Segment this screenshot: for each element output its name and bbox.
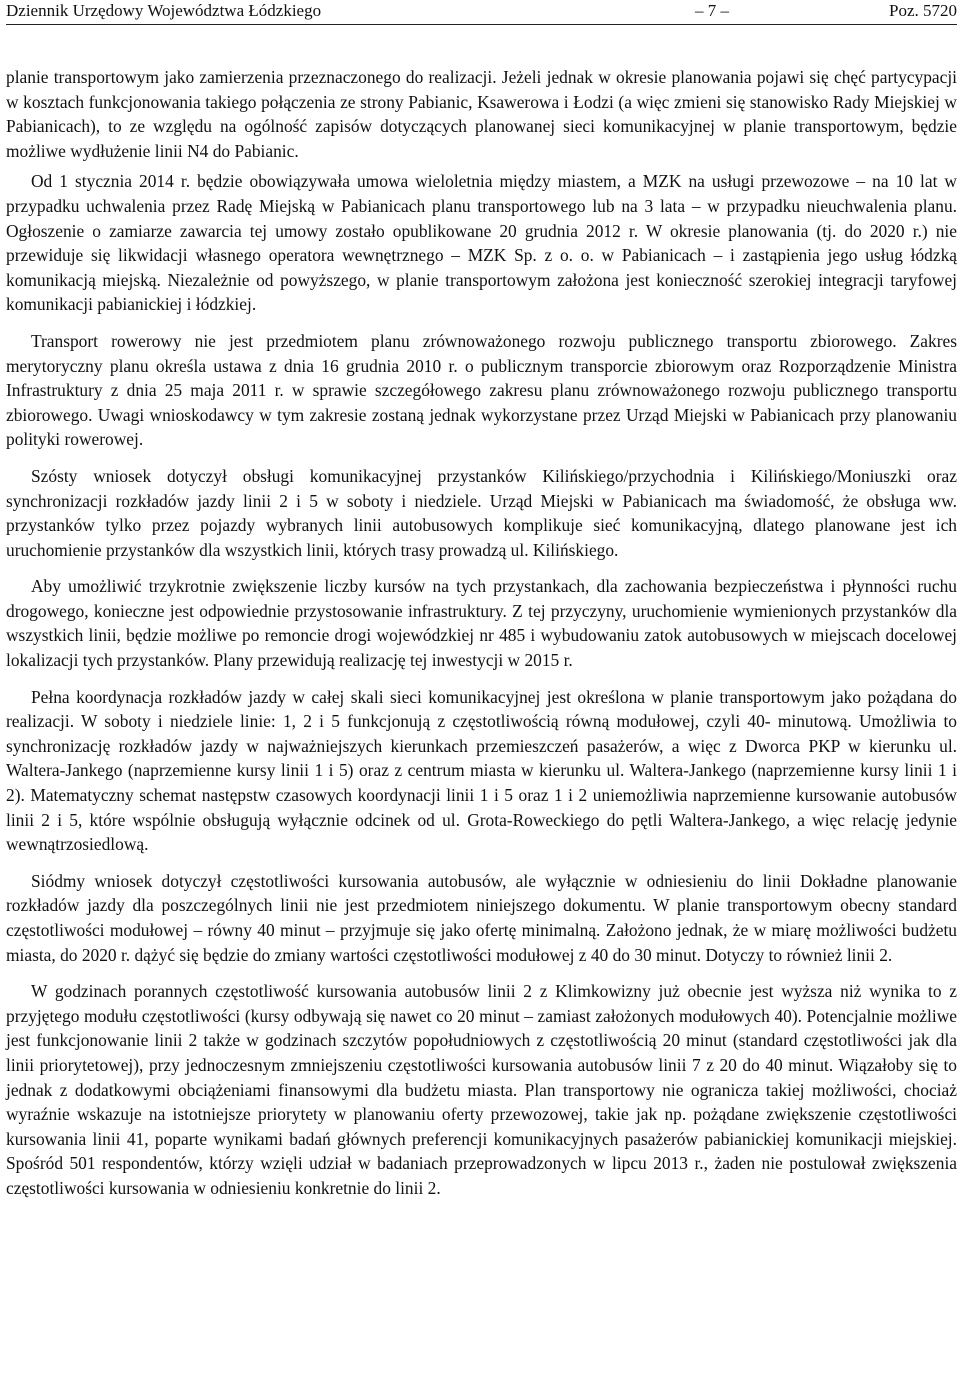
paragraph-coordination: Pełna koordynacja rozkładów jazdy w całej skali sieci komunikacyjnej jest określona w planie transportowym jako pożądana do realizacji. W soboty i niedziele linie: 1, 2 i 5 funkcjonują z częstotliwością równą modułowej, czyli 40- minutową. Umożliwia to synchronizację rozkładów jazdy w najważniejszych kierunkach przemieszczeń pasażerów, a więc z Dworca PKP w kierunku ul. Waltera-Jankego (naprzemienne kursy linii 1 i 5) oraz z centrum miasta w kierunku ul. Waltera-Jankego (naprzemienne kursy linii 1 i 2). Matematyczny schemat następstw czasowych koordynacji linii 1 i 5 oraz 1 i 2 uniemożliwia naprzemienne kursowanie autobusów linii 2 i 5, które wspólnie obsługują wyłącznie odcinek od ul. Grota-Roweckiego do pętli Waltera-Jankego, a więc relację jedynie wewnątrzosiedlową. <box>6 686 957 855</box>
paragraph-infrastructure: Aby umożliwić trzykrotnie zwiększenie liczby kursów na tych przystankach, dla zachowania bezpieczeństwa i płynności ruchu drogowego, konieczne jest odpowiednie przystosowanie infrastruktury. Z tej przyczyny, uruchomienie wymienionych przystanków dla wszystkich linii, będzie możliwe po remoncie drogi wojewódzkiej nr 485 i wybudowaniu zatok autobusowych w miejscach docelowej lokalizacji tych przystanków. Plany przewidują realizację tej inwestycji w 2015 r. <box>6 576 957 671</box>
paragraph-bicycle-transport: Transport rowerowy nie jest przedmiotem planu zrównoważonego rozwoju publicznego transportu zbiorowego. Zakres merytoryczny planu określa ustawa z dnia 16 grudnia 2010 r. o publicznym transporcie zbiorowym oraz Rozporządzenie Ministra Infrastruktury z dnia 25 maja 2011 r. w sprawie szczegółowego zakresu planu zrównoważonego rozwoju publicznego transportu zbiorowego. Uwagi wnioskodawcy w tym zakresie zostaną jednak wykorzystane przez Urząd Miejski w Pabianicach przy planowaniu polityki rowerowej. <box>6 330 957 450</box>
page-number: – 7 – <box>695 1 729 20</box>
page-header <box>6 0 957 22</box>
paragraph-morning-frequency: W godzinach porannych częstotliwość kursowania autobusów linii 2 z Klimkowizny już obecnie jest wyższa niż wynika to z przyjętego modułu częstotliwości (kursy odbywają się nawet co 20 minut – zamiast założonych modułowych 40). Potencjalnie możliwe jest funkcjonowanie linii 2 także w godzinach szczytów popołudniowych z częstotliwością 20 minut (standard częstotliwości jak dla linii priorytetowej), przy jednoczesnym zmniejszeniu częstotliwości kursowania autobusów linii 7 z 20 do 40 minut. Wiązałoby się to jednak z dodatkowymi obciążeniami finansowymi dla budżetu miasta. Plan transportowy nie ogranicza takiej możliwości, chociaż wyraźnie wskazuje na istotniejsze priorytety w planowaniu oferty przewozowej, takie jak np. pożądane zwiększenie częstotliwości kursowania linii 41, poparte wynikami badań głównych preferencji komunikacyjnych pasażerów pabianickiej komunikacji miejskiej. Spośród 501 respondentów, którzy wzięli udział w badaniach przeprowadzonych w lipcu 2013 r., żaden nie postulował zwiększenia częstotliwości kursowania w odniesieniu konkretnie do linii 2. <box>6 981 957 1198</box>
paragraph-contract: Od 1 stycznia 2014 r. będzie obowiązywała umowa wieloletnia między miastem, a MZK na usługi przewozowe – na 10 lat w przypadku uchwalenia przez Radę Miejską w Pabianicach planu transportowego lub na 3 lata – w przypadku nieuchwalenia planu. Ogłoszenie o zamiarze zawarcia tej umowy zostało opublikowane 20 grudnia 2012 r. W okresie planowania (tj. do 2020 r.) nie przewiduje się likwidacji własnego operatora wewnętrznego – MZK Sp. z o. o. w Pabianicach – i zastąpienia jego usług łódzką komunikacją miejską. Niezależnie od powyższego, w planie transportowym założona jest konieczność szerokiej integracji taryfowej komunikacji pabianickiej i łódzkiej. <box>6 171 957 315</box>
header-divider <box>6 24 957 25</box>
document-body <box>6 65 957 1201</box>
paragraph-continuation: planie transportowym jako zamierzenia przeznaczonego do realizacji. Jeżeli jednak w okresie planowania pojawi się chęć partycypacji w kosztach funkcjonowania takiego połączenia ze strony Pabianic, Ksawerowa i Łodzi (a więc zmieni się stanowisko Rady Miejskiej w Pabianicach), to ze względu na ogólność zapisów dotyczących planowanej sieci komunikacyjnej w planie transportowym, będzie możliwe wydłużenie linii N4 do Pabianic. <box>6 67 957 161</box>
paragraph-sixth-request: Szósty wniosek dotyczył obsługi komunikacyjnej przystanków Kilińskiego/przychodnia i Kilińskiego/Moniuszki oraz synchronizacji rozkładów jazdy linii 2 i 5 w soboty i niedziele. Urząd Miejski w Pabianicach ma świadomość, że obsługa ww. przystanków tylko przez pojazdy wybranych linii autobusowych komplikuje sieć komunikacyjną, dlatego planowane jest ich uruchomienie przystanków dla wszystkich linii, których trasy prowadzą ul. Kilińskiego. <box>6 465 957 560</box>
journal-title: Dziennik Urzędowy Województwa Łódzkiego <box>6 1 322 20</box>
paragraph-seventh-request: Siódmy wniosek dotyczył częstotliwości kursowania autobusów, ale wyłącznie w odniesieniu do linii Dokładne planowanie rozkładów jazdy dla poszczególnych linii nie jest przedmiotem niniejszego dokumentu. W planie transportowym obecny standard częstotliwości modułowej – równy 40 minut – przyjmuje się jako ofertę minimalną. Założono jednak, że w miarę możliwości budżetu miasta, do 2020 r. dążyć się będzie do zmiany wartości częstotliwości modułowej z 40 do 30 minut. Dotyczy to również linii 2. <box>6 870 957 965</box>
position-number: Poz. 5720 <box>889 1 957 20</box>
